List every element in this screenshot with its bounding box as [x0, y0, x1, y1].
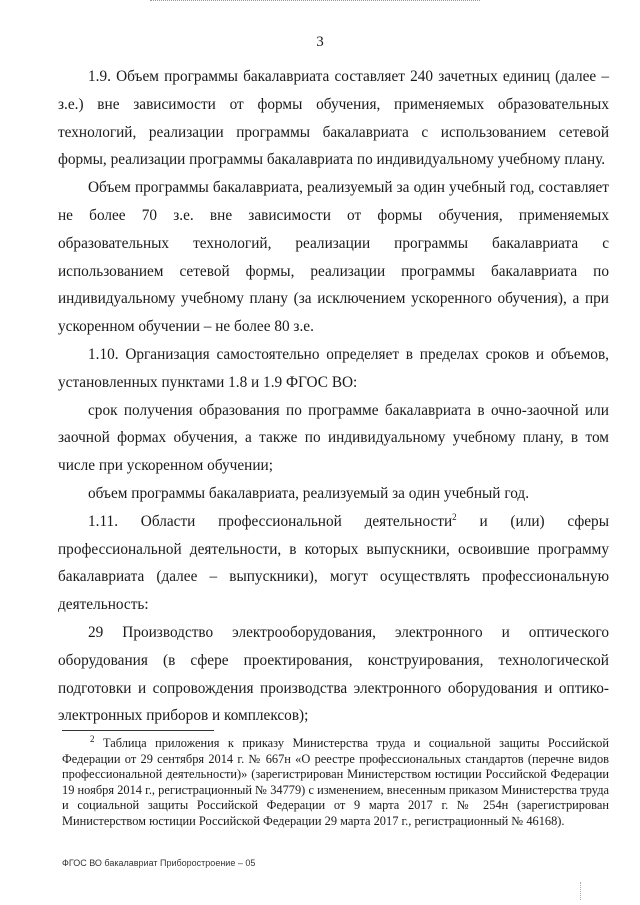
footnote-reference[interactable]: 2 — [452, 511, 457, 522]
footnote — [62, 733, 609, 830]
paragraph-1-11-end: и (или) сферы профессиональной деятельности, в которых выпускники, освоившие программу бакалавриата (далее – выпускники), могут осуществлять профессиональную деятельность: — [58, 512, 609, 614]
paragraph-1-10: 1.10. Организация самостоятельно определяет в пределах сроков и объемов, установленных пунктами 1.8 и 1.9 ФГОС ВО: — [58, 345, 609, 391]
scan-edge-mark — [580, 882, 581, 900]
paragraph-1-9: 1.9. Объем программы бакалавриата составляет 240 зачетных единиц (далее – з.е.) вне зависимости от формы обучения, применяемых образовательных технологий, реализации программы бакалавриата с использованием сетевой формы, реализации программы бакалавриата по индивидуальному учебному плану. — [58, 68, 609, 169]
footnote-text: Таблица приложения к приказу Министерства труда и социальной защиты Российской Федерации от 29 сентября 2014 г. № 667н «О реестре профессиональных стандартов (перечне видов профессиональной деятельности)» (зарегистрирован Министерством юстиции Российской Федерации 19 ноября 2014 г., регистрационный № 34779) с изменением, внесенным приказом Министерства труда и социальной защиты Российской Федерации от 9 марта 2017 г. № 254н (зарегистрирован Министерством юстиции Российской Федерации 29 марта 2017 г., регистрационный № 46168). — [62, 736, 609, 828]
paragraph-1-11 — [58, 508, 609, 619]
page-footer: ФГОС ВО бакалавриат Приборостроение – 05 — [62, 858, 256, 868]
footnote-marker: 2 — [90, 733, 95, 744]
footnote-separator — [62, 730, 214, 731]
scan-top-edge — [150, 0, 480, 1]
paragraph-area-29: 29 Производство электрооборудования, электронного и оптического оборудования (в сфере проектирования, конструирования, технологической подготовки и сопровождения производства электронного оборудования и оптико-электронных приборов и комплексов); — [58, 623, 609, 725]
body-text — [58, 63, 609, 730]
paragraph-1-11-start: 1.11. Области профессиональной деятельности — [88, 512, 453, 530]
paragraph-term: срок получения образования по программе бакалавриата в очно-заочной или заочной формах обучения, а также по индивидуальному учебному плану, в том числе при ускоренном обучении; — [58, 401, 609, 475]
paragraph-volume-per-year: объем программы бакалавриата, реализуемый за один учебный год. — [88, 484, 530, 502]
page-number: 3 — [316, 34, 324, 50]
paragraph-annual-volume: Объем программы бакалавриата, реализуемый за один учебный год, составляет не более 70 з.е. вне зависимости от формы обучения, применяемых образовательных технологий, реализации программы бакалавриата с использованием сетевой формы, реализации программы бакалавриата по индивидуальному учебному плану (за исключением ускоренного обучения), а при ускоренном обучении – не более 80 з.е. — [58, 179, 609, 336]
